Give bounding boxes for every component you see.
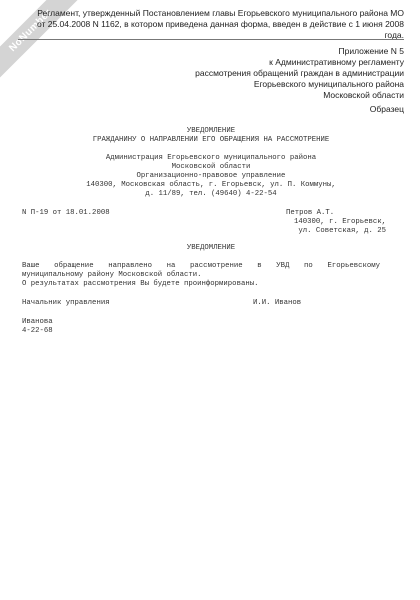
appendix-line5: Московской области <box>323 90 404 100</box>
form-subtitle: ГРАЖДАНИНУ О НАПРАВЛЕНИИ ЕГО ОБРАЩЕНИЯ НА РАССМОТРЕНИЕ <box>92 136 330 144</box>
org-name: Администрация Егорьевского муниципального района <box>105 154 317 162</box>
signer-position: Начальник управления <box>22 299 110 307</box>
sample-label: Образец <box>369 104 404 114</box>
appendix-line3: рассмотрения обращений граждан в администрации <box>195 68 404 78</box>
form-title: УВЕДОМЛЕНИЕ <box>186 127 236 135</box>
regulation-note-line1: Регламент, утвержденный Постановлением главы Егорьевского муниципального района МО <box>37 8 404 18</box>
body-line2: муниципальному району Московской области. <box>22 271 202 279</box>
appendix-block <box>144 46 404 101</box>
body-line1: Ваше обращение направлено на рассмотрение в УВД по Егорьевскому <box>22 262 380 270</box>
regulation-note-line2: от 25.04.2008 N 1162, в котором приведена данная форма, введен в действие с 1 июня 2008 года. <box>36 19 404 40</box>
header-divider <box>18 39 404 40</box>
appendix-line2: к Административному регламенту <box>269 57 404 67</box>
executor-phone: 4-22-68 <box>22 327 53 335</box>
appendix-number: Приложение N 5 <box>338 46 404 56</box>
executor-name: Иванова <box>22 318 53 326</box>
watermark-ribbon: NoNumber <box>0 0 85 85</box>
recipient-name: Петров А.Т. <box>286 209 335 217</box>
regulation-note <box>18 8 404 41</box>
appendix-line4: Егорьевского муниципального района <box>253 79 404 89</box>
body-line3: О результатах рассмотрения Вы будете проинформированы. <box>22 280 259 288</box>
org-region: Московской области <box>171 163 251 171</box>
notice-title: УВЕДОМЛЕНИЕ <box>186 244 236 252</box>
recipient-address-street: ул. Советская, д. 25 <box>298 227 386 235</box>
org-department: Организационно-правовое управление <box>136 172 286 180</box>
signer-name: И.И. Иванов <box>253 299 302 307</box>
org-address: 140300, Московская область, г. Егорьевск, ул. П. Коммуны, <box>86 181 336 189</box>
letter-number-date: N П-19 от 18.01.2008 <box>22 209 110 217</box>
org-phone: д. 11/89, тел. (49640) 4-22-54 <box>145 190 277 198</box>
recipient-address-city: 140300, г. Егорьевск, <box>294 218 386 226</box>
